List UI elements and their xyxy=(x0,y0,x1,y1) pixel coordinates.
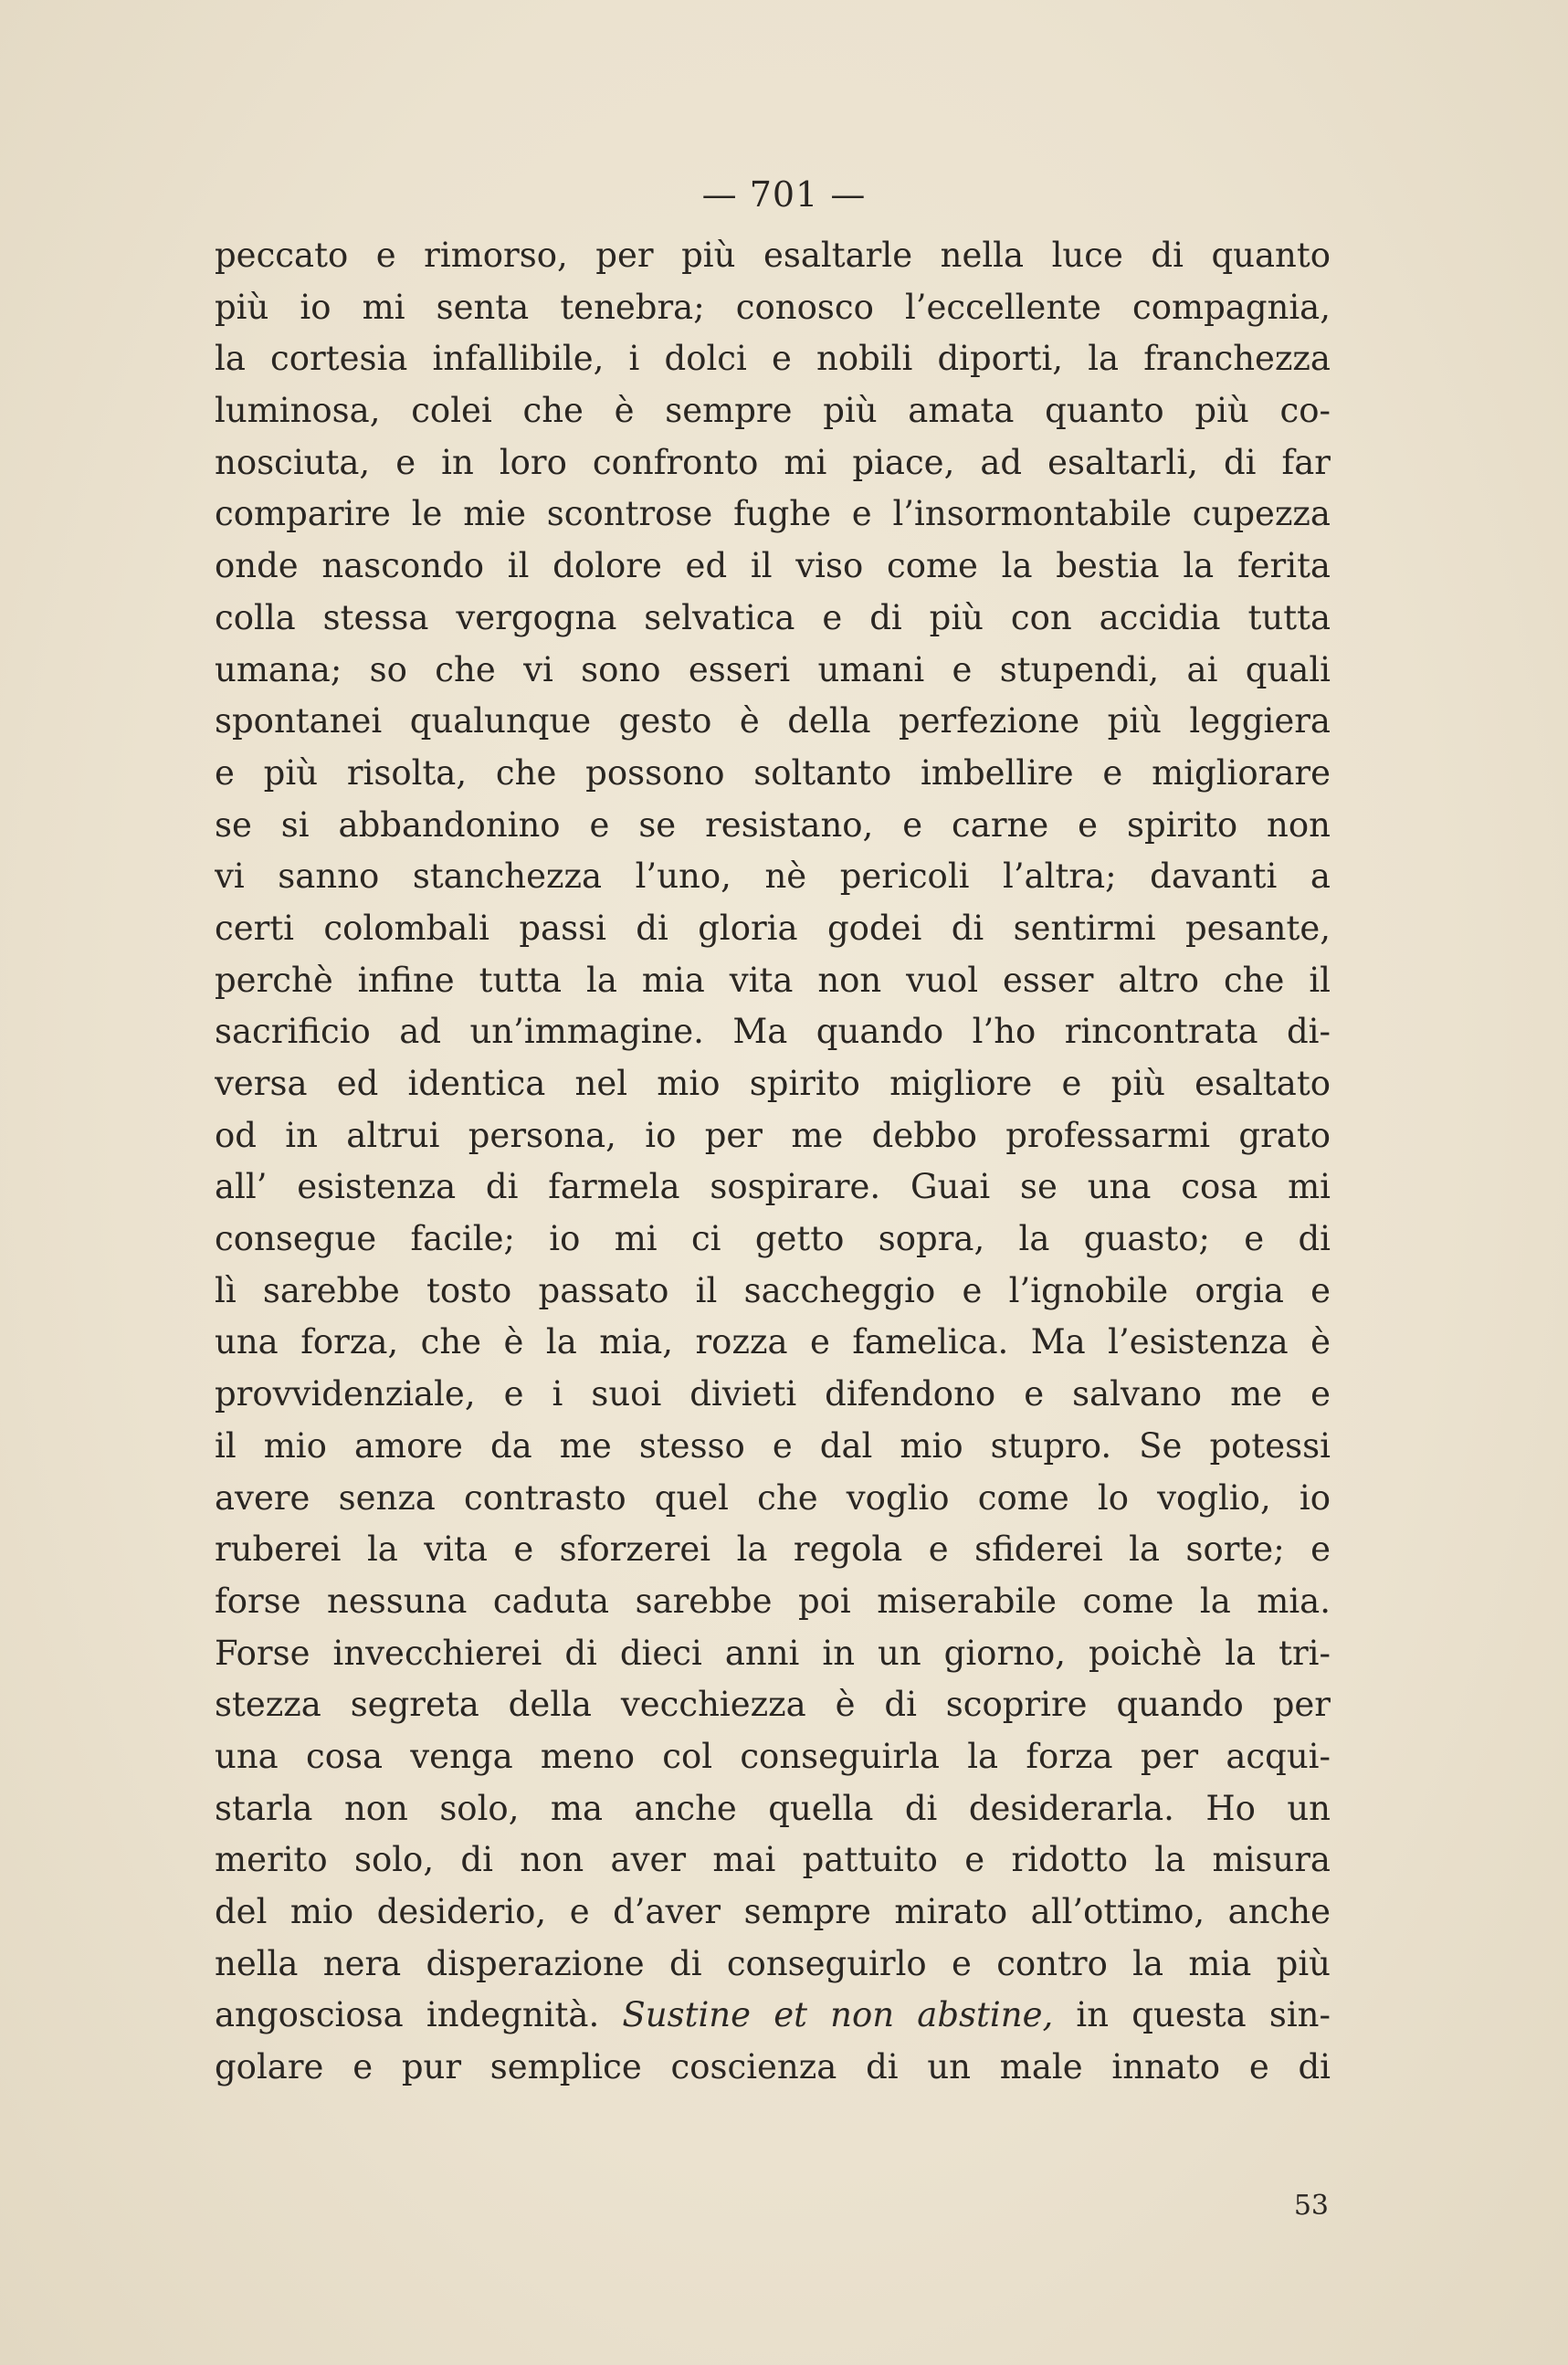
signature-mark: 53 xyxy=(1293,2190,1329,2222)
text-line: lì sarebbe tosto passato il saccheggio e l’ignobile orgia e xyxy=(215,1270,1331,1310)
text-line: nosciuta, e in loro confronto mi piace, ad esaltarli, di far xyxy=(215,442,1331,482)
line-segment: angosciosa indegnità. xyxy=(215,1995,623,2035)
text-line: il mio amore da me stesso e dal mio stupro. Se potessi xyxy=(215,1425,1331,1466)
text-line: versa ed identica nel mio spirito migliore e più esaltato xyxy=(215,1064,1331,1103)
text-line: se si abbandonino e se resistano, e carne e spirito non xyxy=(215,804,1331,845)
text-line: la cortesia infallibile, i dolci e nobili diporti, la franchezza xyxy=(215,339,1331,379)
text-line: vi sanno stanchezza l’uno, nè pericoli l’altra; davanti a xyxy=(215,857,1331,897)
text-line: colla stessa vergogna selvatica e di più con accidia tutta xyxy=(215,597,1331,637)
text-line: starla non solo, ma anche quella di desiderarla. Ho un xyxy=(215,1788,1331,1828)
latin-phrase: Sustine et non abstine, xyxy=(622,1995,1054,2035)
text-line: comparire le mie scontrose fughe e l’insormontabile cupezza xyxy=(215,494,1331,534)
text-line: ruberei la vita e sforzerei la regola e sfiderei la sorte; e xyxy=(215,1529,1331,1570)
text-line: stezza segreta della vecchiezza è di scoprire quando per xyxy=(215,1685,1331,1725)
text-line: avere senza contrasto quel che voglio come lo voglio, io xyxy=(215,1477,1331,1518)
text-line-latin-phrase xyxy=(215,1990,1331,2042)
text-line: una cosa venga meno col conseguirla la forza per acqui- xyxy=(215,1736,1331,1776)
line-segment: in questa sin- xyxy=(1053,1995,1331,2035)
text-line: più io mi senta tenebra; conosco l’eccellente compagnia, xyxy=(215,287,1331,327)
text-line: sacrificio ad un’immagine. Ma quando l’ho rincontrata di- xyxy=(215,1012,1331,1052)
text-line: peccato e rimorso, per più esaltarle nella luce di quanto xyxy=(215,236,1331,275)
text-line: certi colombali passi di gloria godei di sentirmi pesante, xyxy=(215,908,1331,948)
text-line: Forse invecchierei di dieci anni in un giorno, poichè la tri- xyxy=(215,1633,1331,1673)
page-number: — 701 — xyxy=(701,174,867,215)
text-line: una forza, che è la mia, rozza e famelica. Ma l’esistenza è xyxy=(215,1322,1331,1362)
text-line: od in altrui persona, io per me debbo professarmi grato xyxy=(215,1115,1331,1155)
text-line: luminosa, colei che è sempre più amata quanto più co- xyxy=(215,391,1331,431)
text-line: umana; so che vi sono esseri umani e stupendi, ai quali xyxy=(215,649,1331,689)
body-text xyxy=(215,230,1331,2094)
text-line: merito solo, di non aver mai pattuito e ridotto la misura xyxy=(215,1840,1331,1880)
text-line: nella nera disperazione di conseguirlo e contro la mia più xyxy=(215,1943,1331,1983)
text-line: del mio desiderio, e d’aver sempre mirato all’ottimo, anche xyxy=(215,1892,1331,1931)
text-line: all’ esistenza di farmela sospirare. Guai se una cosa mi xyxy=(215,1167,1331,1207)
text-line: onde nascondo il dolore ed il viso come la bestia la ferita xyxy=(215,546,1331,586)
text-line: forse nessuna caduta sarebbe poi miserabile come la mia. xyxy=(215,1581,1331,1621)
text-line: e più risolta, che possono soltanto imbellire e migliorare xyxy=(215,752,1331,793)
text-line: consegue facile; io mi ci getto sopra, la guasto; e di xyxy=(215,1219,1331,1259)
text-line: golare e pur semplice coscienza di un male innato e di xyxy=(215,2047,1331,2087)
text-line: provvidenziale, e i suoi divieti difendono e salvano me e xyxy=(215,1374,1331,1414)
text-line: spontanei qualunque gesto è della perfezione più leggiera xyxy=(215,701,1331,741)
text-line: perchè infine tutta la mia vita non vuol esser altro che il xyxy=(215,960,1331,1000)
